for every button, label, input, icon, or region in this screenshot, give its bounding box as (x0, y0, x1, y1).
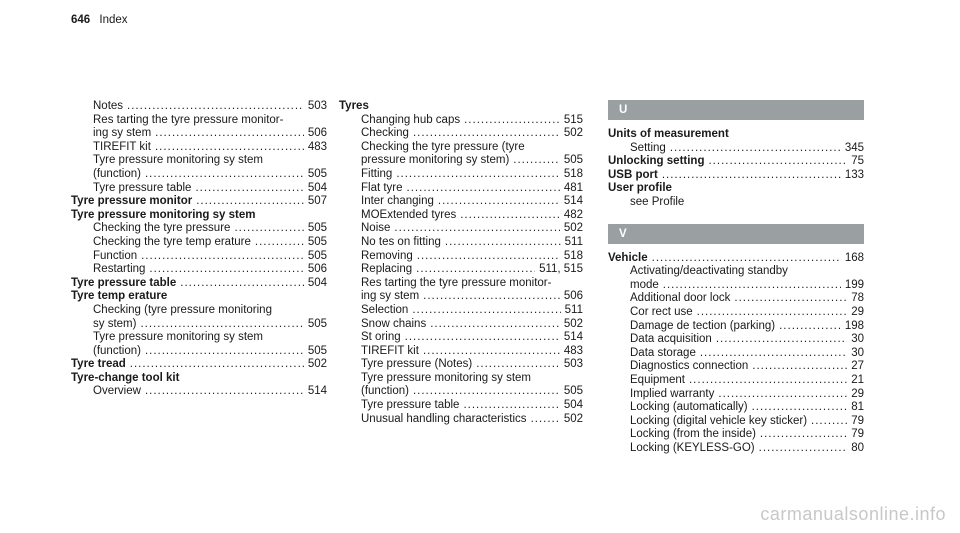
index-entry (71, 277, 327, 291)
index-entry (71, 263, 327, 277)
entry-page-number[interactable]: 506 (563, 290, 583, 303)
section-header-u: U (608, 100, 864, 120)
entry-page-number[interactable]: 79 (851, 414, 864, 427)
entry-label: Restarting (93, 263, 146, 276)
index-entry (339, 127, 583, 141)
entry-label: Overview (93, 385, 141, 398)
index-entry (608, 142, 864, 156)
entry-page-number[interactable]: 518 (563, 249, 583, 262)
entry-label: MOExtended tyres (361, 208, 457, 221)
leader-dots (670, 142, 841, 156)
leader-dots (155, 127, 304, 141)
index-entry (71, 141, 327, 155)
index-entry (339, 250, 583, 264)
entry-label: Function (93, 249, 138, 262)
leader-dots (760, 428, 847, 442)
entry-label: sy stem) (93, 317, 137, 330)
entry-label: see Profile (630, 195, 685, 208)
entry-label: Tyre pressure monitoring sy stem (71, 208, 256, 221)
leader-dots (405, 331, 560, 345)
entry-label: Setting (630, 141, 666, 154)
entry-label: Tyre pressure monitoring sy stem (361, 371, 532, 384)
index-entry (71, 127, 327, 141)
leader-dots (438, 195, 560, 209)
leader-dots (423, 345, 560, 359)
entry-label: Unusual handling characteristics (361, 412, 527, 425)
index-entry (608, 306, 864, 320)
entry-page-number[interactable]: 514 (563, 331, 583, 344)
index-column-3 (608, 100, 864, 455)
leader-dots (145, 168, 304, 182)
entry-page-number[interactable]: 504 (307, 276, 327, 289)
entry-label: Res tarting the tyre pressure monitor- (93, 113, 284, 126)
entry-label: Checking the tyre pressure (93, 222, 231, 235)
index-entry (339, 413, 583, 427)
index-entry (71, 222, 327, 236)
entry-label: TIREFIT kit (93, 140, 151, 153)
leader-dots (141, 250, 304, 264)
entry-label: St oring (361, 331, 401, 344)
entry-label: ing sy stem (361, 290, 420, 303)
leader-dots (127, 100, 304, 114)
entry-label: Checking (361, 127, 409, 140)
entry-label: Cor rect use (630, 305, 693, 318)
entry-page-number[interactable]: 80 (851, 441, 864, 454)
index-entry (339, 331, 583, 345)
entry-label: Tyre pressure table (361, 399, 460, 412)
leader-dots (752, 360, 847, 374)
index-entry (339, 195, 583, 209)
entry-page-number[interactable]: 505 (307, 317, 327, 330)
index-entry (71, 290, 327, 304)
index-entry (608, 182, 864, 196)
entry-page-number[interactable]: 502 (563, 222, 583, 235)
entry-label: ing sy stem (93, 127, 152, 140)
leader-dots (394, 222, 559, 236)
index-entry (608, 442, 864, 456)
entry-page-number[interactable]: 168 (844, 251, 864, 264)
entry-page-number[interactable]: 199 (844, 278, 864, 291)
entry-label: (function) (361, 385, 409, 398)
leader-dots (734, 292, 847, 306)
entry-label: Unlocking setting (608, 155, 705, 168)
entry-label: Checking the tyre pressure (tyre (361, 140, 525, 153)
index-column-2 (339, 100, 583, 426)
leader-dots (531, 413, 560, 427)
leader-dots (407, 182, 560, 196)
entry-label: Tyre tread (71, 358, 126, 371)
leader-dots (700, 347, 847, 361)
entry-page-number[interactable]: 27 (851, 360, 864, 373)
leader-dots (416, 263, 535, 277)
index-entry (71, 250, 327, 264)
entry-label: Tyre pressure table (71, 276, 177, 289)
index-entry (339, 154, 583, 168)
index-entry (608, 265, 864, 279)
entry-label: Activating/deactivating standby (630, 265, 788, 278)
leader-dots (663, 279, 841, 293)
index-entry (339, 345, 583, 359)
index-entry (608, 128, 864, 142)
entry-label: Damage de tection (parking) (630, 319, 776, 332)
entry-label: Tyre pressure monitor (71, 195, 193, 208)
entry-label: Res tarting the tyre pressure monitor- (361, 276, 552, 289)
entry-page-number[interactable]: 75 (851, 155, 864, 168)
entry-label: Checking the tyre temp erature (93, 235, 251, 248)
entry-label: pressure monitoring sy stem) (361, 154, 510, 167)
leader-dots (759, 442, 848, 456)
index-entry (339, 209, 583, 223)
entry-label: Additional door lock (630, 292, 731, 305)
entry-page-number[interactable]: 511, 515 (539, 263, 583, 276)
index-entry (608, 279, 864, 293)
index-entry (71, 331, 327, 345)
index-entry (339, 399, 583, 413)
index-entry (71, 168, 327, 182)
watermark: carmanualsonline.info (760, 504, 946, 524)
entry-page-number[interactable]: 507 (307, 195, 327, 208)
entry-label: Locking (automatically) (630, 401, 748, 414)
entry-label: Tyre pressure monitoring sy stem (93, 331, 264, 344)
leader-dots (195, 182, 303, 196)
leader-dots (196, 195, 304, 209)
leader-dots (180, 277, 304, 291)
entry-label: Inter changing (361, 195, 434, 208)
entry-page-number[interactable]: 503 (307, 100, 327, 112)
index-entry (71, 304, 327, 318)
index-entry (608, 320, 864, 334)
index-entry (339, 304, 583, 318)
index-entry (71, 385, 327, 399)
entry-label: (function) (93, 167, 141, 180)
entry-page-number[interactable]: 505 (307, 167, 327, 180)
entry-label: Implied warranty (630, 387, 715, 400)
index-entry (339, 182, 583, 196)
index-entry (608, 252, 864, 266)
index-entry (608, 415, 864, 429)
entry-label: Removing (361, 249, 413, 262)
entry-page-number[interactable]: 503 (563, 358, 583, 371)
leader-dots (716, 333, 847, 347)
index-entry (71, 345, 327, 359)
leader-dots (476, 358, 560, 372)
leader-dots (413, 385, 560, 399)
page-title: Index (99, 14, 128, 26)
entry-page-number[interactable]: 502 (563, 127, 583, 140)
entry-label: Units of measurement (608, 128, 729, 140)
entry-label: Diagnostics connection (630, 360, 749, 373)
entry-label: Selection (361, 303, 409, 316)
leader-dots (234, 222, 303, 236)
index-entry (339, 290, 583, 304)
section-v-list (608, 252, 864, 456)
leader-dots (460, 209, 560, 223)
entry-label: Tyre pressure monitoring sy stem (93, 154, 264, 167)
leader-dots (149, 263, 303, 277)
leader-dots (396, 168, 559, 182)
leader-dots (445, 236, 561, 250)
entry-label: Changing hub caps (361, 113, 461, 126)
leader-dots (417, 250, 560, 264)
entry-page-number[interactable]: 515 (563, 113, 583, 126)
index-entry (71, 318, 327, 332)
index-entry (608, 401, 864, 415)
entry-page-number[interactable]: 483 (307, 140, 327, 153)
index-entry (71, 154, 327, 168)
index-entry (608, 374, 864, 388)
leader-dots (255, 236, 304, 250)
leader-dots (689, 374, 847, 388)
entry-page-number[interactable]: 30 (851, 346, 864, 359)
index-entry (608, 155, 864, 169)
entry-label: TIREFIT kit (361, 344, 419, 357)
leader-dots (140, 318, 303, 332)
index-entry (608, 169, 864, 183)
index-entry (71, 209, 327, 223)
leader-dots (463, 399, 559, 413)
entry-page-number[interactable]: 504 (563, 399, 583, 412)
entry-page-number[interactable]: 29 (851, 387, 864, 400)
entry-page-number[interactable]: 511 (564, 303, 583, 316)
entry-page-number[interactable]: 514 (563, 195, 583, 208)
page-header (71, 14, 128, 26)
leader-dots (430, 318, 560, 332)
leader-dots (662, 169, 841, 183)
entry-page-number[interactable]: 133 (844, 168, 864, 181)
leader-dots (718, 388, 847, 402)
entry-label: mode (630, 278, 659, 291)
index-entry (71, 182, 327, 196)
entry-page-number[interactable]: 79 (851, 428, 864, 441)
index-entry (608, 292, 864, 306)
leader-dots (708, 155, 847, 169)
entry-label: Checking (tyre pressure monitoring (93, 303, 272, 316)
entry-label: USB port (608, 168, 658, 181)
entry-label: No tes on fitting (361, 235, 441, 248)
entry-page-number[interactable]: 518 (563, 167, 583, 180)
entry-label: Tyre temp erature (71, 290, 168, 303)
entry-label: Noise (361, 222, 391, 235)
leader-dots (513, 154, 560, 168)
entry-page-number[interactable]: 511 (564, 235, 583, 248)
index-entry (608, 333, 864, 347)
leader-dots (811, 415, 847, 429)
entry-page-number[interactable]: 483 (563, 344, 583, 357)
entry-label: Tyre pressure (Notes) (361, 358, 473, 371)
index-entry (608, 347, 864, 361)
entry-page-number[interactable]: 78 (851, 292, 864, 305)
page-number: 646 (71, 14, 91, 26)
index-entry (71, 358, 327, 372)
entry-label: Locking (digital vehicle key sticker) (630, 414, 808, 427)
leader-dots (145, 385, 304, 399)
entry-label: Equipment (630, 373, 685, 386)
entry-page-number[interactable]: 345 (844, 141, 864, 154)
entry-page-number[interactable]: 81 (851, 401, 864, 414)
index-entry (608, 428, 864, 442)
index-entry (339, 318, 583, 332)
entry-page-number[interactable]: 505 (307, 249, 327, 262)
leader-dots (779, 320, 841, 334)
leader-dots (413, 127, 560, 141)
leader-dots (423, 290, 560, 304)
entry-label: Replacing (361, 263, 413, 276)
index-entry (339, 141, 583, 155)
entry-label: Snow chains (361, 317, 427, 330)
index-entry (339, 358, 583, 372)
entry-label: Locking (from the inside) (630, 428, 756, 441)
index-entry (339, 236, 583, 250)
entry-page-number[interactable]: 29 (851, 305, 864, 318)
entry-page-number[interactable]: 198 (844, 319, 864, 332)
leader-dots (145, 345, 304, 359)
entry-page-number[interactable]: 506 (307, 127, 327, 140)
leader-dots (412, 304, 560, 318)
index-entry (71, 236, 327, 250)
entry-page-number[interactable]: 505 (307, 222, 327, 235)
index-entry (339, 263, 583, 277)
entry-page-number[interactable]: 482 (563, 208, 583, 221)
leader-dots (130, 358, 304, 372)
entry-page-number[interactable]: 505 (307, 344, 327, 357)
entry-page-number[interactable]: 505 (563, 154, 583, 167)
index-entry (339, 100, 583, 114)
entry-page-number[interactable]: 505 (563, 385, 583, 398)
entry-label: Fitting (361, 167, 393, 180)
entry-page-number[interactable]: 506 (307, 263, 327, 276)
entry-label: Vehicle (608, 251, 648, 264)
entry-page-number[interactable]: 505 (307, 235, 327, 248)
index-entry (339, 222, 583, 236)
leader-dots (155, 141, 304, 155)
index-entry (339, 114, 583, 128)
section-header-v: V (608, 224, 864, 244)
index-entry (339, 385, 583, 399)
index-entry (608, 388, 864, 402)
leader-dots (697, 306, 848, 320)
entry-label: Data storage (630, 346, 696, 359)
index-entry (339, 168, 583, 182)
leader-dots (752, 401, 848, 415)
index-entry (71, 114, 327, 128)
entry-label: Notes (93, 100, 124, 112)
entry-page-number[interactable]: 502 (563, 412, 583, 425)
entry-label: Tyres (339, 100, 369, 112)
index-entry (608, 196, 864, 210)
index-entry (71, 372, 327, 386)
index-entry (71, 100, 327, 114)
entry-label: Flat tyre (361, 181, 403, 194)
entry-page-number[interactable]: 502 (563, 317, 583, 330)
entry-page-number[interactable]: 504 (307, 181, 327, 194)
entry-label: (function) (93, 344, 141, 357)
entry-label: Data acquisition (630, 333, 712, 346)
entry-label: Tyre-change tool kit (71, 371, 180, 384)
entry-label: Tyre pressure table (93, 181, 192, 194)
index-entry (71, 195, 327, 209)
index-entry (608, 360, 864, 374)
index-entry (339, 277, 583, 291)
entry-page-number[interactable]: 30 (851, 333, 864, 346)
entry-page-number[interactable]: 502 (307, 358, 327, 371)
section-u-list (608, 128, 864, 210)
entry-page-number[interactable]: 481 (563, 181, 583, 194)
entry-label: User profile (608, 182, 672, 195)
entry-label: Locking (KEYLESS-GO) (630, 441, 755, 454)
index-column-1 (71, 100, 327, 399)
index-entry (339, 372, 583, 386)
entry-page-number[interactable]: 514 (307, 385, 327, 398)
leader-dots (464, 114, 560, 128)
leader-dots (652, 252, 841, 266)
entry-page-number[interactable]: 21 (851, 373, 864, 386)
